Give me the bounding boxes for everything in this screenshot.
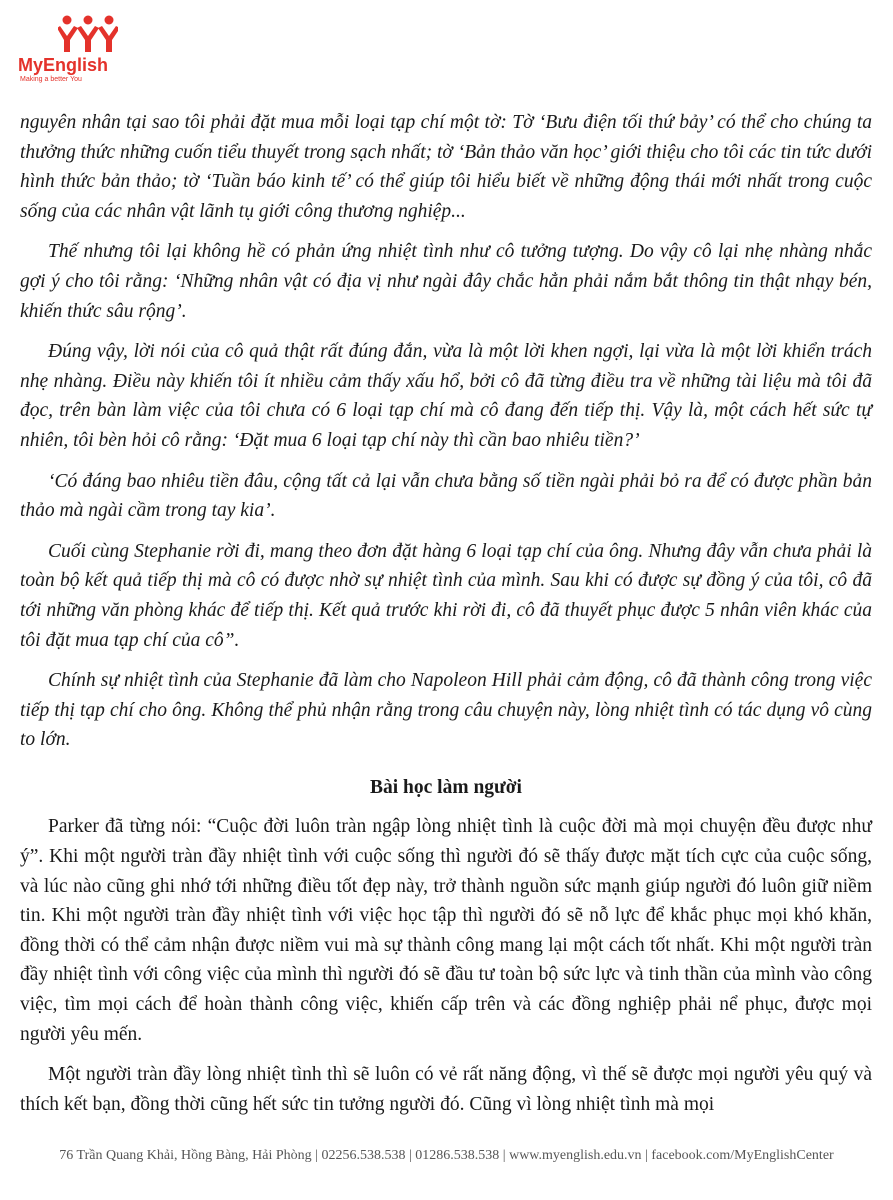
paragraph: Đúng vậy, lời nói của cô quả thật rất đúng đắn, vừa là một lời khen ngợi, lại vừa là một lời khiển trách nhẹ nhàng. Điều này khiến tôi ít nhiều cảm thấy xấu hổ, bởi cô đã từng điều tra về những tài liệu mà tôi đã đọc, trên bàn làm việc của tôi chưa có 6 loại tạp chí mà cô đang đến tiếp thị. Vậy là, một cách hết sức tự nhiên, tôi bèn hỏi cô rằng: ‘Đặt mua 6 loại tạp chí này thì cần bao nhiêu tiền?’	[20, 341, 872, 451]
three-people-icon	[58, 14, 118, 54]
brand-logo	[18, 14, 148, 94]
paragraph: Thế nhưng tôi lại không hề có phản ứng nhiệt tình như cô tưởng tượng. Do vậy cô lại nhẹ nhàng nhắc gợi ý cho tôi rằng: ‘Những nhân vật có địa vị như ngài đây chắc hẳn phải nắm bắt thông tin thật nhạy bén, khiến thức sâu rộng’.	[20, 241, 872, 322]
lesson-section	[20, 812, 872, 1119]
story-section	[20, 108, 872, 755]
page-footer: 76 Trần Quang Khải, Hồng Bàng, Hải Phòng | 02256.538.538 | 01286.538.538 | www.myenglish.edu.vn | facebook.com/MyEnglishCenter	[59, 1148, 834, 1163]
paragraph: ‘Có đáng bao nhiêu tiền đâu, cộng tất cả lại vẫn chưa bằng số tiền ngài phải bỏ ra để có được phần bản thảo mà ngài cầm trong tay kia’.	[20, 470, 872, 522]
brand-name: MyEnglish	[18, 55, 109, 75]
paragraph: Một người tràn đầy lòng nhiệt tình thì sẽ luôn có vẻ rất năng động, vì thế sẽ được mọi người yêu quý và thích kết bạn, đồng thời cũng hết sức tin tưởng người đó. Cũng vì lòng nhiệt tình mà mọi	[20, 1064, 872, 1115]
paragraph: Parker đã từng nói: “Cuộc đời luôn tràn ngập lòng nhiệt tình là cuộc đời mà mọi chuyện đều được như ý”. Khi một người tràn đầy nhiệt tình với cuộc sống thì người đó sẽ thấy được mặt tích cực của cuộc sống, và lúc nào cũng ghi nhớ tới những điều tốt đẹp này, trở thành nguồn sức mạnh giúp người đó luôn giữ niềm tin. Khi một người tràn đầy nhiệt tình với việc học tập thì người đó sẽ nỗ lực để khắc phục mọi khó khăn, đồng thời có thể cảm nhận được niềm vui mà sự thành công mang lại một cách tốt nhất. Khi một người tràn đầy nhiệt tình với công việc của mình thì người đó sẽ đầu tư toàn bộ sức lực và tinh thần của mình vào công việc, tìm mọi cách để hoàn thành công việc, khiến cấp trên và các đồng nghiệp phải nể phục, được mọi người yêu mến.	[20, 816, 872, 1045]
brand-tagline: Making a better You	[20, 76, 82, 83]
section-heading: Bài học làm người	[370, 776, 522, 798]
paragraph: Chính sự nhiệt tình của Stephanie đã làm cho Napoleon Hill phải cảm động, cô đã thành công trong việc tiếp thị tạp chí cho ông. Không thể phủ nhận rằng trong câu chuyện này, lòng nhiệt tình có tác dụng vô cùng to lớn.	[20, 670, 872, 751]
document-body	[20, 108, 872, 1119]
paragraph: nguyên nhân tại sao tôi phải đặt mua mỗi loại tạp chí một tờ: Tờ ‘Bưu điện tối thứ bảy’ có thể cho chúng ta thưởng thức những cuốn tiểu thuyết trong sạch nhất; tờ ‘Bản thảo văn học’ giới thiệu cho tôi các tin tức dưới hình thức bản thảo; tờ ‘Tuần báo kinh tế’ có thể giúp tôi hiểu biết về những động thái mới nhất trong cuộc sống của các nhân vật lãnh tụ giới công thương nghiệp...	[20, 112, 872, 222]
paragraph: Cuối cùng Stephanie rời đi, mang theo đơn đặt hàng 6 loại tạp chí của ông. Nhưng đây vẫn chưa phải là toàn bộ kết quả tiếp thị mà cô có được nhờ sự nhiệt tình của mình. Sau khi có được sự đồng ý của tôi, cô đã tới những văn phòng khác để tiếp thị. Kết quả trước khi rời đi, cô đã thuyết phục được 5 nhân viên khác của tôi đặt mua tạp chí của cô”.	[20, 540, 872, 651]
